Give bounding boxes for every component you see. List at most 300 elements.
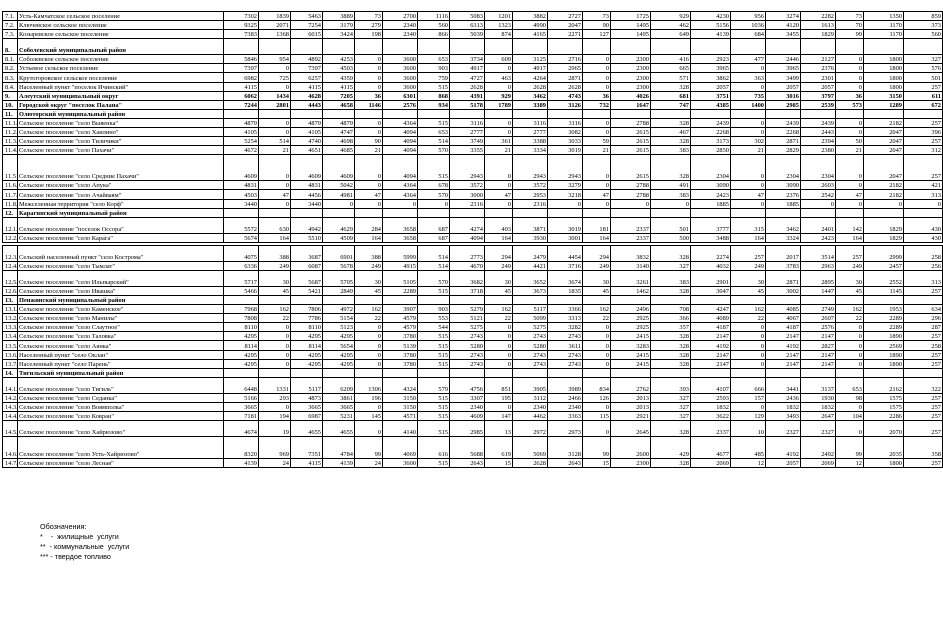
value-cell: 2569 <box>864 341 904 350</box>
settlement-name: Сельское поселение "село Манилы" <box>18 314 224 323</box>
value-cell <box>864 295 904 304</box>
table-row <box>3 181 943 190</box>
value-cell <box>291 109 323 118</box>
value-cell: 328 <box>651 245 691 261</box>
value-cell: 3749 <box>450 137 485 146</box>
value-cell: 0 <box>904 199 943 208</box>
value-cell: 2921 <box>611 412 651 421</box>
value-cell: 0 <box>548 199 583 208</box>
value-cell: 4295 <box>224 350 259 359</box>
value-cell: 1201 <box>485 12 513 21</box>
value-cell: 164 <box>836 233 864 242</box>
value-cell: 1885 <box>691 199 731 208</box>
value-cell: 2376 <box>766 190 801 199</box>
value-cell: 24 <box>259 459 291 468</box>
value-cell: 0 <box>731 323 766 332</box>
value-cell: 2147 <box>766 359 801 368</box>
value-cell: 257 <box>904 359 943 368</box>
value-cell: 0 <box>836 402 864 411</box>
value-cell: 3514 <box>801 245 836 261</box>
value-cell: 560 <box>418 21 450 30</box>
value-cell: 357 <box>651 323 691 332</box>
value-cell: 22 <box>836 314 864 323</box>
value-cell: 3965 <box>691 64 731 73</box>
value-cell: 2017 <box>766 245 801 261</box>
value-cell: 4115 <box>291 82 323 91</box>
value-cell: 2301 <box>801 73 836 82</box>
value-cell: 99 <box>583 437 611 459</box>
value-cell: 4579 <box>383 314 418 323</box>
value-cell <box>383 368 418 377</box>
row-index: 14. <box>3 368 18 377</box>
value-cell: 515 <box>418 341 450 350</box>
value-cell: 5121 <box>450 314 485 323</box>
value-cell: 3665 <box>291 402 323 411</box>
value-cell: 5156 <box>691 21 731 30</box>
legend <box>40 522 129 562</box>
value-cell: 5466 <box>224 286 259 295</box>
value-cell: 1832 <box>691 402 731 411</box>
value-cell: 8114 <box>224 341 259 350</box>
value-cell: 2479 <box>513 245 548 261</box>
value-cell: 956 <box>731 12 766 21</box>
value-cell: 115 <box>583 412 611 421</box>
value-cell: 196 <box>355 393 383 402</box>
table-row <box>3 412 943 421</box>
table-row <box>3 341 943 350</box>
value-cell: 4094 <box>383 137 418 146</box>
value-cell: 257 <box>904 137 943 146</box>
value-cell: 1789 <box>485 100 513 109</box>
value-cell: 735 <box>731 91 766 100</box>
value-cell: 0 <box>485 341 513 350</box>
value-cell: 2827 <box>801 341 836 350</box>
value-cell: 4651 <box>291 146 323 155</box>
value-cell: 3307 <box>450 393 485 402</box>
value-cell: 21 <box>583 146 611 155</box>
value-cell <box>383 39 418 55</box>
value-cell: 515 <box>418 332 450 341</box>
legend-item: * - жилищные услуги <box>40 532 119 541</box>
value-cell: 256 <box>904 261 943 270</box>
value-cell: 1170 <box>864 21 904 30</box>
value-cell: 2274 <box>691 245 731 261</box>
table-row <box>3 155 943 181</box>
value-cell: 2999 <box>864 245 904 261</box>
row-index: 14.5. <box>3 421 18 437</box>
value-cell: 8110 <box>291 323 323 332</box>
value-cell: 0 <box>583 73 611 82</box>
value-cell: 1323 <box>485 21 513 30</box>
value-cell: 373 <box>904 21 943 30</box>
value-cell: 2047 <box>864 146 904 155</box>
value-cell <box>766 368 801 377</box>
value-cell <box>224 109 259 118</box>
value-cell <box>836 368 864 377</box>
value-cell <box>450 208 485 217</box>
value-cell <box>691 109 731 118</box>
value-cell: 570 <box>418 190 450 199</box>
value-cell: 21 <box>731 146 766 155</box>
value-cell: 294 <box>583 245 611 261</box>
value-cell: 1146 <box>355 100 383 109</box>
value-cell: 2340 <box>383 30 418 39</box>
value-cell: 2743 <box>548 359 583 368</box>
value-cell: 2628 <box>513 459 548 468</box>
value-cell: 725 <box>259 73 291 82</box>
value-cell <box>513 295 548 304</box>
value-cell: 1832 <box>801 402 836 411</box>
value-cell: 7786 <box>291 314 323 323</box>
value-cell: 570 <box>418 146 450 155</box>
value-cell: 0 <box>836 350 864 359</box>
value-cell <box>691 208 731 217</box>
value-cell: 257 <box>904 82 943 91</box>
value-cell: 0 <box>355 155 383 181</box>
settlement-name: Сельское поселение "село Тиличики" <box>18 137 224 146</box>
value-cell: 4917 <box>513 64 548 73</box>
value-cell: 2415 <box>611 350 651 359</box>
value-cell: 2576 <box>801 323 836 332</box>
row-index: 13.3. <box>3 323 18 332</box>
value-cell: 1495 <box>611 21 651 30</box>
value-cell: 4192 <box>766 437 801 459</box>
value-cell: 164 <box>731 233 766 242</box>
value-cell: 3274 <box>766 12 801 21</box>
value-cell: 0 <box>355 55 383 64</box>
row-index: 11.3. <box>3 137 18 146</box>
value-cell: 0 <box>731 350 766 359</box>
value-cell: 0 <box>485 402 513 411</box>
value-cell: 2340 <box>383 21 418 30</box>
row-index: 14.6. <box>3 437 18 459</box>
value-cell: 0 <box>259 341 291 350</box>
row-index: 7.3. <box>3 30 18 39</box>
value-cell: 22 <box>583 314 611 323</box>
value-cell: 2415 <box>611 332 651 341</box>
value-cell: 649 <box>651 30 691 39</box>
settlement-name: Тигильский муниципальный район <box>18 368 224 377</box>
value-cell: 501 <box>904 73 943 82</box>
value-cell: 59 <box>583 137 611 146</box>
value-cell: 1800 <box>864 82 904 91</box>
value-cell: 5717 <box>224 270 259 286</box>
value-cell: 4094 <box>383 146 418 155</box>
value-cell: 15 <box>583 459 611 468</box>
value-cell: 0 <box>259 64 291 73</box>
value-cell: 2304 <box>691 155 731 181</box>
value-cell <box>583 208 611 217</box>
value-cell: 2057 <box>691 82 731 91</box>
value-cell: 2057 <box>766 459 801 468</box>
value-cell: 467 <box>651 128 691 137</box>
value-cell: 4831 <box>291 181 323 190</box>
value-cell <box>450 295 485 304</box>
value-cell: 198 <box>355 30 383 39</box>
table-row <box>3 402 943 411</box>
value-cell: 7254 <box>291 21 323 30</box>
value-cell <box>731 109 766 118</box>
settlement-name: Сельское поселение "село Седанка" <box>18 393 224 402</box>
value-cell: 2457 <box>864 261 904 270</box>
value-cell: 4655 <box>291 421 323 437</box>
value-cell: 5678 <box>323 261 355 270</box>
value-cell: 3488 <box>691 233 731 242</box>
table-body <box>3 12 943 468</box>
value-cell: 0 <box>731 118 766 127</box>
value-cell: 7244 <box>224 100 259 109</box>
row-index: 11.7. <box>3 190 18 199</box>
value-cell: 2603 <box>801 181 836 190</box>
value-cell: 4873 <box>291 393 323 402</box>
value-cell: 0 <box>836 64 864 73</box>
value-cell: 258 <box>904 245 943 261</box>
value-cell: 6062 <box>224 91 259 100</box>
value-cell: 0 <box>259 199 291 208</box>
value-cell: 5688 <box>450 437 485 459</box>
value-cell: 45 <box>485 286 513 295</box>
value-cell: 3116 <box>450 118 485 127</box>
value-cell: 0 <box>259 82 291 91</box>
value-cell: 0 <box>355 332 383 341</box>
row-index: 9. <box>3 91 18 100</box>
table-row <box>3 217 943 233</box>
value-cell: 1829 <box>864 233 904 242</box>
value-cell: 403 <box>485 217 513 233</box>
value-cell: 8110 <box>224 323 259 332</box>
value-cell: 162 <box>836 305 864 314</box>
value-cell: 3673 <box>513 286 548 295</box>
value-cell: 0 <box>485 64 513 73</box>
value-cell: 4677 <box>691 437 731 459</box>
value-cell: 328 <box>651 118 691 127</box>
value-cell: 2628 <box>513 82 548 91</box>
value-cell: 2743 <box>548 332 583 341</box>
value-cell: 571 <box>651 73 691 82</box>
row-index: 14.3. <box>3 402 18 411</box>
value-cell: 3965 <box>766 64 801 73</box>
value-cell: 579 <box>418 377 450 393</box>
row-index: 7.1. <box>3 12 18 21</box>
table-row <box>3 305 943 314</box>
value-cell: 3150 <box>864 91 904 100</box>
value-cell: 515 <box>418 286 450 295</box>
value-cell: 7383 <box>224 30 259 39</box>
value-cell: 6987 <box>291 412 323 421</box>
value-cell: 3718 <box>450 286 485 295</box>
value-cell: 30 <box>731 270 766 286</box>
row-index: 13.5. <box>3 341 18 350</box>
value-cell: 3440 <box>224 199 259 208</box>
value-cell: 4105 <box>291 128 323 137</box>
value-cell: 2788 <box>611 181 651 190</box>
value-cell: 1829 <box>801 30 836 39</box>
value-cell: 47 <box>731 190 766 199</box>
value-cell: 327 <box>904 55 943 64</box>
row-index: 13.2. <box>3 314 18 323</box>
value-cell <box>323 208 355 217</box>
value-cell: 2443 <box>801 128 836 137</box>
value-cell: 1495 <box>611 30 651 39</box>
value-cell <box>583 39 611 55</box>
value-cell: 302 <box>731 137 766 146</box>
value-cell: 0 <box>485 323 513 332</box>
table-row <box>3 459 943 468</box>
value-cell: 104 <box>836 412 864 421</box>
value-cell: 2600 <box>611 437 651 459</box>
value-cell: 560 <box>904 30 943 39</box>
value-cell: 1930 <box>801 393 836 402</box>
value-cell: 3861 <box>323 393 355 402</box>
value-cell: 0 <box>485 350 513 359</box>
value-cell <box>259 295 291 304</box>
value-cell: 7351 <box>291 437 323 459</box>
value-cell: 2069 <box>801 459 836 468</box>
value-cell: 1829 <box>864 217 904 233</box>
value-cell: 3600 <box>383 64 418 73</box>
value-cell: 2268 <box>691 128 731 137</box>
value-cell: 2700 <box>383 12 418 21</box>
settlement-name: Алеутский муниципальный округ <box>18 91 224 100</box>
value-cell <box>355 39 383 55</box>
value-cell <box>731 39 766 55</box>
value-cell: 2439 <box>801 118 836 127</box>
value-cell: 3173 <box>691 137 731 146</box>
value-cell: 3440 <box>291 199 323 208</box>
value-cell: 1800 <box>864 55 904 64</box>
value-cell <box>418 295 450 304</box>
table-row <box>3 30 943 39</box>
value-cell <box>224 295 259 304</box>
value-cell: 2643 <box>548 459 583 468</box>
value-cell: 687 <box>418 233 450 242</box>
value-cell: 2643 <box>450 459 485 468</box>
value-cell: 0 <box>383 199 418 208</box>
value-cell: 4295 <box>291 332 323 341</box>
value-cell: 2871 <box>766 137 801 146</box>
value-cell: 4295 <box>291 359 323 368</box>
settlement-name: Сельское поселение "село Тымлат" <box>18 261 224 270</box>
value-cell: 2615 <box>611 155 651 181</box>
value-cell <box>513 109 548 118</box>
value-cell: 2788 <box>611 190 651 199</box>
value-cell: 6087 <box>291 261 323 270</box>
value-cell: 3716 <box>548 261 583 270</box>
value-cell: 515 <box>418 118 450 127</box>
value-cell: 3871 <box>513 217 548 233</box>
value-cell: 258 <box>904 341 943 350</box>
value-cell: 4658 <box>323 100 355 109</box>
value-cell: 3140 <box>611 261 651 270</box>
value-cell: 4105 <box>224 128 259 137</box>
value-cell: 1289 <box>864 100 904 109</box>
value-cell: 2282 <box>801 12 836 21</box>
value-cell: 5846 <box>224 55 259 64</box>
row-index: 8.2. <box>3 64 18 73</box>
value-cell: 50 <box>836 137 864 146</box>
value-cell: 463 <box>485 73 513 82</box>
value-cell: 2147 <box>691 359 731 368</box>
value-cell: 388 <box>259 245 291 261</box>
value-cell: 0 <box>836 155 864 181</box>
value-cell: 1036 <box>731 21 766 30</box>
value-cell: 2801 <box>259 100 291 109</box>
row-index: 12.3. <box>3 245 18 261</box>
table-row <box>3 314 943 323</box>
value-cell: 3687 <box>291 245 323 261</box>
value-cell: 514 <box>418 137 450 146</box>
value-cell: 4503 <box>323 64 355 73</box>
value-cell: 0 <box>323 199 355 208</box>
value-cell <box>801 208 836 217</box>
value-cell: 0 <box>259 323 291 332</box>
row-index: 8. <box>3 39 18 55</box>
value-cell: 514 <box>418 261 450 270</box>
value-cell: 4672 <box>224 146 259 155</box>
row-index: 14.1. <box>3 377 18 393</box>
table-row <box>3 208 943 217</box>
settlement-name: Населенный пункт "село Парень" <box>18 359 224 368</box>
value-cell: 3441 <box>766 377 801 393</box>
value-cell: 2289 <box>864 323 904 332</box>
value-cell <box>651 368 691 377</box>
value-cell: 0 <box>731 402 766 411</box>
value-cell: 576 <box>904 64 943 73</box>
value-cell: 3016 <box>766 91 801 100</box>
value-cell: 0 <box>731 332 766 341</box>
value-cell: 4456 <box>291 190 323 199</box>
value-cell: 162 <box>355 305 383 314</box>
value-cell: 22 <box>259 314 291 323</box>
value-cell: 2593 <box>691 393 731 402</box>
value-cell: 3682 <box>450 270 485 286</box>
value-cell: 5275 <box>450 323 485 332</box>
row-index: 14.2. <box>3 393 18 402</box>
value-cell <box>259 208 291 217</box>
value-cell: 257 <box>904 459 943 468</box>
value-cell: 3324 <box>766 233 801 242</box>
value-cell: 249 <box>836 261 864 270</box>
value-cell <box>323 109 355 118</box>
value-cell <box>904 368 943 377</box>
value-cell <box>651 109 691 118</box>
value-cell: 257 <box>904 350 943 359</box>
value-cell: 2901 <box>691 270 731 286</box>
value-cell: 162 <box>485 305 513 314</box>
value-cell: 3658 <box>383 233 418 242</box>
value-cell: 4115 <box>224 82 259 91</box>
value-cell: 0 <box>259 118 291 127</box>
value-cell: 4609 <box>291 155 323 181</box>
value-cell: 1575 <box>864 393 904 402</box>
settlement-name: Сельское поселение "село Тигиль" <box>18 377 224 393</box>
value-cell: 5178 <box>450 100 485 109</box>
settlement-name: Соболевское сельское поселение <box>18 55 224 64</box>
value-cell: 851 <box>485 377 513 393</box>
value-cell: 257 <box>836 245 864 261</box>
value-cell: 2423 <box>691 190 731 199</box>
value-cell: 36 <box>836 91 864 100</box>
value-cell: 99 <box>836 437 864 459</box>
value-cell: 2829 <box>766 146 801 155</box>
value-cell: 7181 <box>224 412 259 421</box>
value-cell: 0 <box>583 64 611 73</box>
settlement-name: Сельское поселение "село Ковран" <box>18 412 224 421</box>
value-cell: 70 <box>836 21 864 30</box>
value-cell: 22 <box>355 314 383 323</box>
value-cell: 2576 <box>383 100 418 109</box>
value-cell: 4295 <box>323 332 355 341</box>
